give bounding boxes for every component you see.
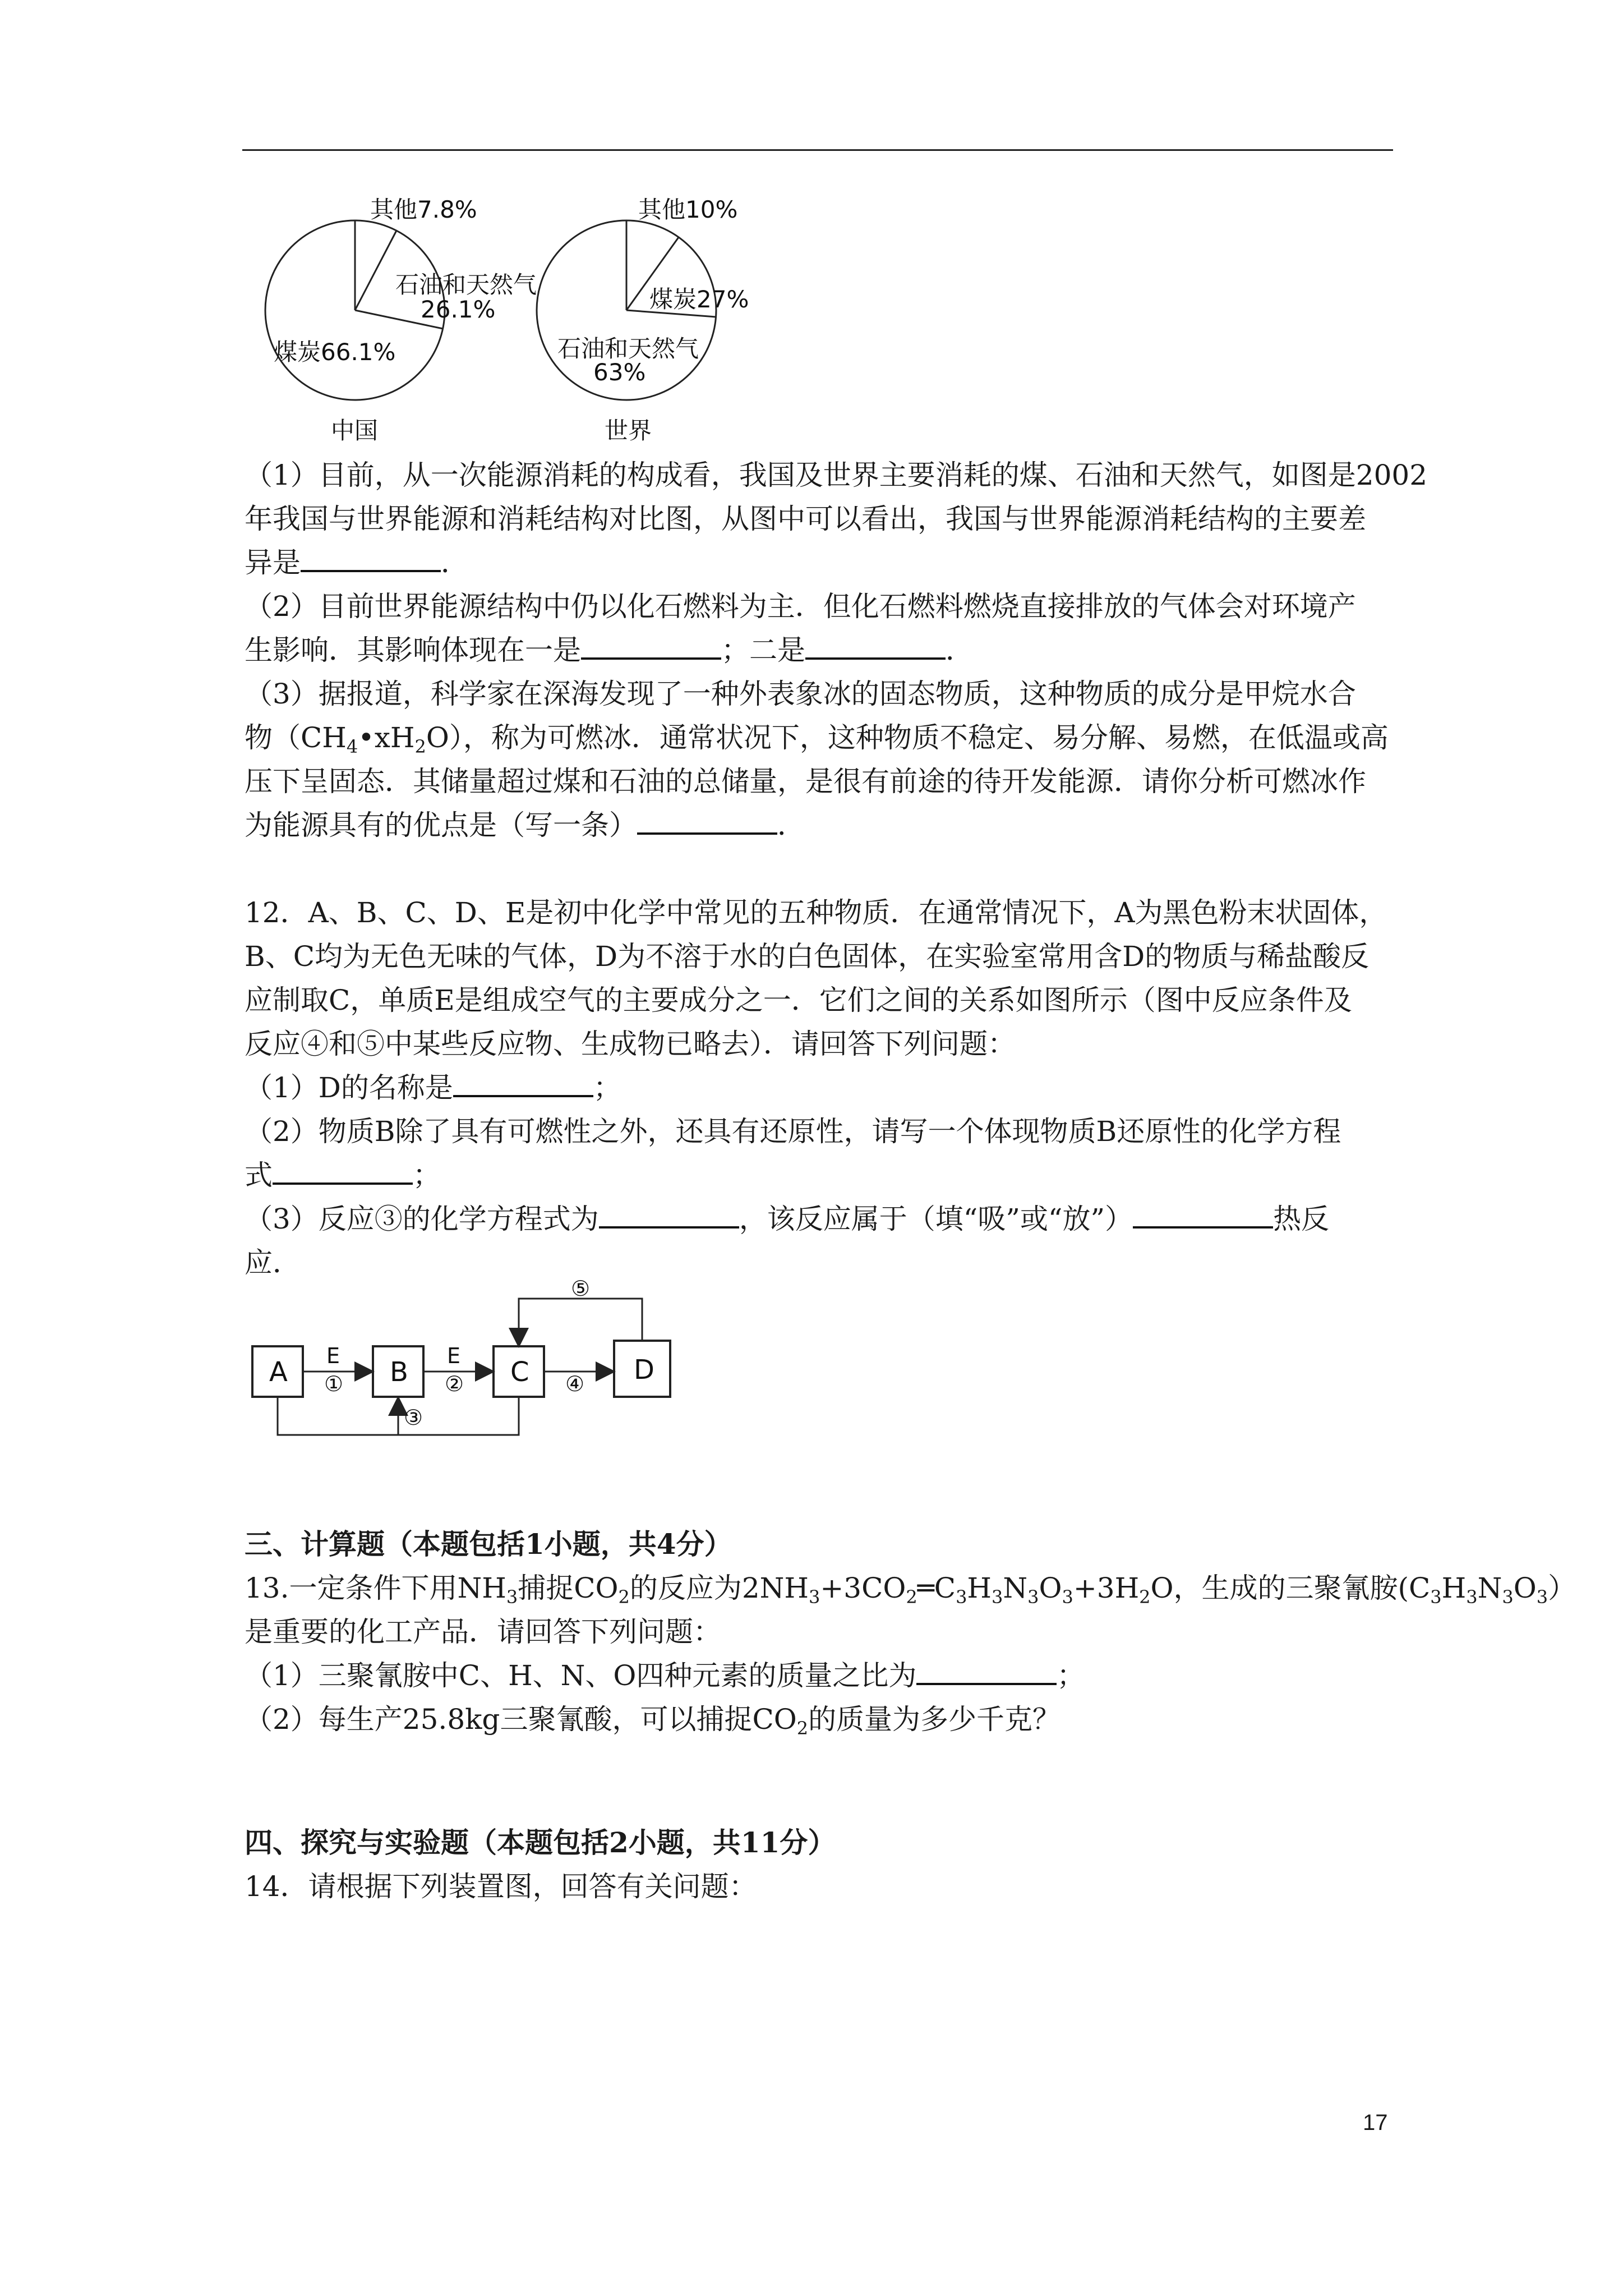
answer-blank[interactable] bbox=[599, 1199, 739, 1228]
section3-heading: 三、计算题（本题包括1小题，共4分） bbox=[245, 1527, 732, 1561]
arrow-d-c-loop bbox=[519, 1299, 642, 1345]
q11-p1-line1: （1）目前，从一次能源消耗的构成看，我国及世界主要消耗的煤、石油和天然气，如图是2002 bbox=[245, 459, 1428, 491]
pie-world-coal-label: 煤炭27% bbox=[649, 286, 749, 313]
pie-world bbox=[537, 196, 749, 444]
q12-p1: （1）D的名称是 ； bbox=[245, 1066, 1394, 1110]
q12-stem-line3: 应制取C，单质E是组成空气的主要成分之一．它们之间的关系如图所示（图中反应条件及 bbox=[245, 984, 1352, 1016]
pie-china-caption: 中国 bbox=[331, 417, 379, 444]
q13-line1: 13.一定条件下用$NH_3$捕捉$CO_2$的反应为$2NH_3+3CO_2═C_3H_3N_3O_3+3H_2O$，生成的三聚氰胺$(C_3H_3N_3O_3)$ bbox=[245, 1572, 1576, 1608]
arrow-a-b-number: ① bbox=[324, 1372, 344, 1396]
answer-blank[interactable] bbox=[273, 1156, 413, 1185]
q12-stem-line2: B、C均为无色无味的气体，D为不溶于水的白色固体，在实验室常用含D的物质与稀盐酸反 bbox=[245, 940, 1370, 973]
box-d-label: D bbox=[634, 1354, 654, 1386]
arrow-c-d-number: ④ bbox=[565, 1372, 585, 1396]
pie-china-divider-2 bbox=[355, 231, 396, 310]
pie-world-caption: 世界 bbox=[605, 417, 652, 444]
q13-p1: （1）三聚氰胺中C、H、N、O四种元素的质量之比为 ； bbox=[245, 1654, 1394, 1697]
arrow-ac-b-number: ③ bbox=[404, 1405, 423, 1430]
q11-p3-line1: （3）据报道，科学家在深海发现了一种外表象冰的固态物质，这种物质的成分是甲烷水合 bbox=[245, 678, 1356, 710]
q12-stem-line4: 反应④和⑤中某些反应物、生成物已略去）．请回答下列问题： bbox=[245, 1028, 1016, 1060]
q11-p3-line3: 压下呈固态．其储量超过煤和石油的总储量，是很有前途的待开发能源．请你分析可燃冰作 bbox=[245, 765, 1366, 798]
pie-world-oil-value: 63% bbox=[593, 358, 646, 386]
pie-china bbox=[265, 196, 537, 444]
q11-p2-line1: （2）目前世界能源结构中仍以化石燃料为主．但化石燃料燃烧直接排放的气体会对环境产 bbox=[245, 590, 1356, 623]
box-a-label: A bbox=[269, 1356, 288, 1388]
q11-p1-line3: 异是 ． bbox=[245, 541, 1394, 585]
arrow-b-c-reagent: E bbox=[447, 1343, 461, 1368]
q12-p2-line2: 式 ； bbox=[245, 1153, 1394, 1197]
header-rule bbox=[242, 149, 1393, 151]
pie-world-other-label: 其他10% bbox=[638, 196, 738, 223]
section4-heading: 四、探究与实验题（本题包括2小题，共11分） bbox=[245, 1826, 836, 1859]
arrow-a-b-reagent: E bbox=[326, 1343, 340, 1368]
answer-blank[interactable] bbox=[453, 1068, 593, 1097]
q11-p3-line2: 物$(CH_4•xH_2O)$，称为可燃冰．通常状况下，这种物质不稳定、易分解、易燃，在低温或高 bbox=[245, 721, 1389, 757]
q11-p2-line2: 生影响．其影响体现在一是 ；二是 ． bbox=[245, 628, 1394, 672]
q11-p3-line4: 为能源具有的优点是（写一条） ． bbox=[245, 803, 1394, 847]
answer-blank[interactable] bbox=[805, 631, 946, 660]
answer-blank[interactable] bbox=[916, 1656, 1057, 1685]
box-c-label: C bbox=[510, 1356, 529, 1388]
q12-p3-line2: 应． bbox=[245, 1246, 301, 1279]
q13-p2: （2）每生产25.8kg三聚氰酸，可以捕捉$CO_2$的质量为多少千克？ bbox=[245, 1703, 1061, 1739]
q11-p1-line2: 年我国与世界能源和消耗结构对比图，从图中可以看出，我国与世界能源消耗结构的主要差 bbox=[245, 503, 1366, 535]
arrow-d-c-number: ⑤ bbox=[571, 1276, 591, 1301]
q12-p3-line1: （3）反应③的化学方程式为 ，该反应属于（填“吸”或“放”） 热反 bbox=[245, 1197, 1394, 1241]
page-number: 17 bbox=[1363, 2110, 1388, 2135]
q12-p2-line1: （2）物质B除了具有可燃性之外，还具有还原性，请写一个体现物质B还原性的化学方程 bbox=[245, 1115, 1341, 1148]
answer-blank[interactable] bbox=[637, 806, 777, 835]
box-b-label: B bbox=[390, 1356, 408, 1388]
pie-world-oil-label: 石油和天然气 bbox=[557, 335, 699, 362]
pie-china-coal-label: 煤炭66.1% bbox=[274, 338, 396, 366]
q14-stem: 14．请根据下列装置图，回答有关问题： bbox=[245, 1870, 757, 1903]
q13-line2: 是重要的化工产品．请回答下列问题： bbox=[245, 1616, 721, 1648]
pie-china-oil-label: 石油和天然气 bbox=[395, 271, 537, 298]
answer-blank[interactable] bbox=[581, 631, 721, 660]
reaction-diagram bbox=[241, 1273, 679, 1447]
arrow-b-c-number: ② bbox=[445, 1372, 464, 1396]
energy-pie-charts bbox=[236, 185, 785, 454]
q12-stem-line1: 12．A、B、C、D、E是初中化学中常见的五种物质．在通常情况下，A为黑色粉末状固体， bbox=[245, 896, 1387, 929]
pie-china-other-label: 其他7.8% bbox=[370, 196, 477, 223]
answer-blank[interactable] bbox=[1133, 1199, 1273, 1228]
answer-blank[interactable] bbox=[301, 543, 441, 572]
pie-china-oil-value: 26.1% bbox=[421, 296, 496, 323]
